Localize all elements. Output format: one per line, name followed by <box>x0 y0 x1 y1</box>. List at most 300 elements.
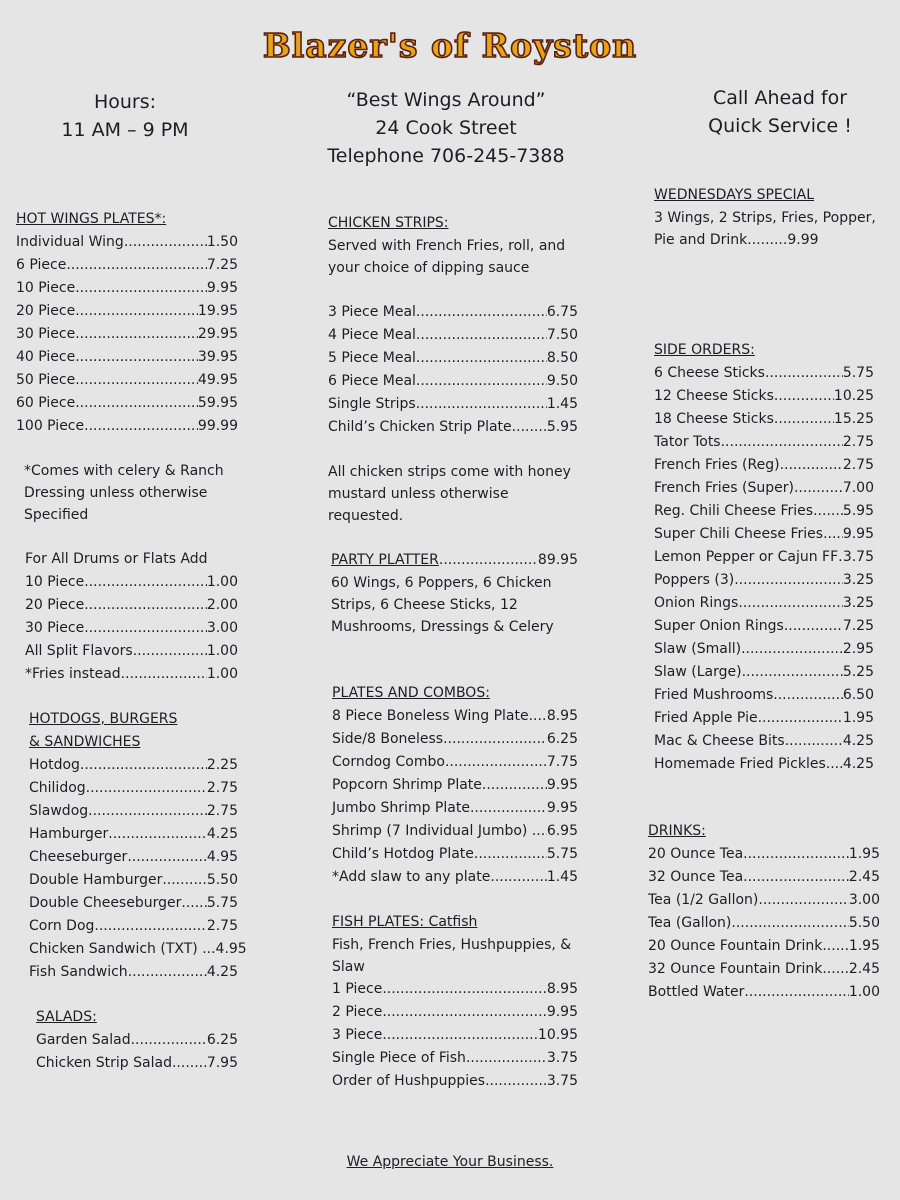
menu-item-row <box>332 866 578 889</box>
dot-leader <box>826 753 843 776</box>
dot-leader <box>485 1070 547 1093</box>
item-name: Individual Wing <box>16 234 124 250</box>
dot-leader <box>744 981 848 1004</box>
drums-flats-heading: For All Drums or Flats Add <box>25 551 208 567</box>
menu-item-row <box>332 774 578 797</box>
item-name: 20 Ounce Fountain Drink <box>648 938 823 954</box>
menu-item-row <box>29 754 238 777</box>
note-line: *Comes with celery & Ranch <box>24 463 224 479</box>
item-name: French Fries (Reg) <box>654 457 780 473</box>
item-price: 29.95 <box>197 326 238 342</box>
dot-leader <box>774 408 834 431</box>
menu-item-row <box>654 569 874 592</box>
item-price: 3.75 <box>842 549 874 565</box>
item-price: 3.00 <box>848 892 880 908</box>
item-name: 60 Piece <box>16 395 76 411</box>
item-name: Child’s Chicken Strip Plate <box>328 419 512 435</box>
menu-item-row <box>654 523 874 546</box>
menu-item-row <box>29 846 238 869</box>
item-price: 2.00 <box>206 597 238 613</box>
description-line: Slaw <box>332 959 365 975</box>
item-name: Fish Sandwich <box>29 964 128 980</box>
dot-leader <box>75 346 198 369</box>
dot-leader <box>823 523 843 546</box>
dot-leader <box>416 324 547 347</box>
dot-leader <box>382 1001 547 1024</box>
menu-item-row <box>328 301 578 324</box>
item-price: 59.95 <box>197 395 238 411</box>
item-price: 5.75 <box>546 846 578 862</box>
item-price: 1.00 <box>848 984 880 1000</box>
item-name: Hamburger <box>29 826 109 842</box>
item-price: 7.50 <box>546 327 578 343</box>
menu-item-row <box>648 889 880 912</box>
dot-leader <box>758 889 848 912</box>
hot-wings-list <box>16 231 238 438</box>
dot-leader <box>470 797 547 820</box>
menu-item-row <box>36 1052 238 1075</box>
call-ahead-line1: Call Ahead for <box>712 87 848 109</box>
item-price: 10.25 <box>833 388 874 404</box>
description-line: 3 Wings, 2 Strips, Fries, Popper, <box>654 210 876 226</box>
dot-leader <box>743 843 849 866</box>
menu-item-row <box>29 869 238 892</box>
menu-item-row <box>332 705 578 728</box>
middle-column <box>328 212 578 1093</box>
item-price: 2.75 <box>842 457 874 473</box>
item-name: Order of Hushpuppies <box>332 1073 486 1089</box>
menu-item-row <box>648 958 880 981</box>
item-price: 4.95 <box>215 941 247 957</box>
dot-leader <box>80 754 207 777</box>
item-price: 1.00 <box>206 574 238 590</box>
menu-item-row <box>29 800 238 823</box>
item-price: 9.95 <box>546 777 578 793</box>
item-price: 5.75 <box>206 895 238 911</box>
left-column <box>16 208 247 1075</box>
menu-item-row <box>332 1024 578 1047</box>
item-name: Super Onion Rings <box>654 618 784 634</box>
note-line: Specified <box>24 507 89 523</box>
dot-leader <box>512 416 547 439</box>
note-line: mustard unless otherwise <box>328 486 509 502</box>
menu-item-row <box>654 408 874 431</box>
item-price: 9.95 <box>546 800 578 816</box>
item-name: *Fries instead <box>25 666 121 682</box>
item-price: 3.25 <box>842 595 874 611</box>
item-price: 1.00 <box>206 666 238 682</box>
menu-item-row <box>29 892 238 915</box>
item-name: Slaw (Small) <box>654 641 742 657</box>
item-price: 5.50 <box>206 872 238 888</box>
menu-item-row <box>332 978 578 1001</box>
hot-wings-note <box>16 460 238 526</box>
item-name: Shrimp (7 Individual Jumbo) ... <box>332 823 546 839</box>
dot-leader <box>742 661 843 684</box>
item-price: 2.75 <box>206 803 238 819</box>
item-name: 8 Piece Boneless Wing Plate <box>332 708 529 724</box>
description-line: Fish, French Fries, Hushpuppies, & <box>332 937 572 953</box>
note-line: Dressing unless otherwise <box>24 485 208 501</box>
item-name: Side/8 Boneless <box>332 731 444 747</box>
dot-leader <box>108 823 207 846</box>
dot-leader <box>88 800 207 823</box>
description-line: Mushrooms, Dressings & Celery <box>331 619 554 635</box>
menu-item-row <box>328 324 578 347</box>
item-price: 4.25 <box>842 756 874 772</box>
item-name: 6 Piece Meal <box>328 373 416 389</box>
menu-item-row <box>648 935 880 958</box>
menu-item-row <box>328 416 578 439</box>
item-price: 2.45 <box>848 961 880 977</box>
dot-leader <box>124 231 207 254</box>
menu-item-row <box>25 663 238 686</box>
menu-item-row <box>654 592 874 615</box>
dot-leader <box>172 1052 207 1075</box>
hours-block <box>40 88 210 144</box>
item-name: Garden Salad <box>36 1032 131 1048</box>
dot-leader <box>382 978 547 1001</box>
menu-item-row <box>654 615 874 638</box>
item-name: Single Strips <box>328 396 416 412</box>
menu-item-row <box>654 500 874 523</box>
menu-item-row <box>16 415 238 438</box>
item-name: Child’s Hotdog Plate <box>332 846 474 862</box>
menu-item-row <box>654 730 874 753</box>
menu-item-row <box>654 362 874 385</box>
item-name: 20 Ounce Tea <box>648 846 744 862</box>
menu-item-row <box>654 546 874 569</box>
item-name: Double Cheeseburger <box>29 895 182 911</box>
item-price: 49.95 <box>197 372 238 388</box>
item-price: 8.95 <box>546 981 578 997</box>
hotdogs-heading-2: & SANDWICHES <box>29 734 141 750</box>
dot-leader <box>731 912 848 935</box>
item-price: 2.25 <box>206 757 238 773</box>
item-price: 7.25 <box>206 257 238 273</box>
dot-leader <box>416 347 547 370</box>
menu-item-row <box>332 1047 578 1070</box>
item-name: 12 Cheese Sticks <box>654 388 774 404</box>
item-name: Chicken Strip Salad <box>36 1055 172 1071</box>
item-price: 7.00 <box>842 480 874 496</box>
item-name: Slaw (Large) <box>654 664 742 680</box>
item-price: 2.95 <box>842 641 874 657</box>
dot-leader <box>774 385 834 408</box>
drinks-heading: DRINKS: <box>648 823 706 839</box>
item-name: Single Piece of Fish <box>332 1050 466 1066</box>
dot-leader <box>75 323 198 346</box>
description-line: Strips, 6 Cheese Sticks, 12 <box>331 597 518 613</box>
menu-item-row <box>25 571 238 594</box>
item-price: 2.75 <box>206 918 238 934</box>
dot-leader <box>443 728 547 751</box>
dot-leader <box>785 730 843 753</box>
item-name: 6 Piece <box>16 257 67 273</box>
drums-flats-list <box>16 571 238 686</box>
item-name: 18 Cheese Sticks <box>654 411 774 427</box>
menu-item-row <box>16 277 238 300</box>
item-name: 1 Piece <box>332 981 383 997</box>
item-price: 9.50 <box>546 373 578 389</box>
plates-combos-heading: PLATES AND COMBOS: <box>332 685 490 701</box>
item-name: Slawdog <box>29 803 89 819</box>
fish-plates-description <box>332 934 578 978</box>
hot-wings-heading: HOT WINGS PLATES*: <box>16 211 167 227</box>
dot-leader <box>741 638 843 661</box>
item-name: 40 Piece <box>16 349 76 365</box>
right-column <box>648 184 888 1004</box>
menu-item-row <box>16 392 238 415</box>
item-price: 6.25 <box>206 1032 238 1048</box>
dot-leader <box>84 415 198 438</box>
dot-leader <box>466 1047 547 1070</box>
call-ahead-block <box>690 84 870 140</box>
menu-item-row <box>332 820 578 843</box>
party-platter-row <box>328 549 578 572</box>
item-name: Corn Dog <box>29 918 95 934</box>
item-name: Cheeseburger <box>29 849 128 865</box>
call-ahead-line2: Quick Service ! <box>708 115 852 137</box>
item-price: 1.00 <box>206 643 238 659</box>
item-price: 1.95 <box>842 710 874 726</box>
chicken-strips-list <box>328 301 578 439</box>
item-price: 7.75 <box>546 754 578 770</box>
menu-item-row <box>648 912 880 935</box>
item-price: 15.25 <box>833 411 874 427</box>
menu-item-row <box>29 823 238 846</box>
item-price: 7.95 <box>206 1055 238 1071</box>
item-price: 19.95 <box>197 303 238 319</box>
slogan: “Best Wings Around” <box>346 89 546 111</box>
item-price: 4.95 <box>206 849 238 865</box>
item-price: 6.95 <box>546 823 578 839</box>
item-name: All Split Flavors <box>25 643 133 659</box>
item-name: 6 Cheese Sticks <box>654 365 765 381</box>
dot-leader <box>75 392 198 415</box>
menu-item-row <box>332 1070 578 1093</box>
menu-item-row <box>648 866 880 889</box>
dot-leader <box>84 617 207 640</box>
item-name: 30 Piece <box>16 326 76 342</box>
menu-item-row <box>654 684 874 707</box>
phone: Telephone 706-245-7388 <box>327 145 565 167</box>
item-name: 32 Ounce Fountain Drink <box>648 961 823 977</box>
note-line: All chicken strips come with honey <box>328 464 571 480</box>
dot-leader <box>813 500 843 523</box>
salads-list <box>29 1029 238 1075</box>
dot-leader <box>490 866 546 889</box>
dot-leader <box>416 393 547 416</box>
item-name: Reg. Chili Cheese Fries <box>654 503 814 519</box>
item-price: 9.95 <box>206 280 238 296</box>
item-name: 50 Piece <box>16 372 76 388</box>
dot-leader <box>131 1029 207 1052</box>
party-platter-description <box>328 572 578 638</box>
item-name: Bottled Water <box>648 984 745 1000</box>
item-name: Hotdog <box>29 757 80 773</box>
item-name: Corndog Combo <box>332 754 445 770</box>
menu-item-row <box>654 638 874 661</box>
dot-leader <box>133 640 207 663</box>
dot-leader <box>529 705 547 728</box>
dot-leader <box>765 362 843 385</box>
item-price: 7.25 <box>842 618 874 634</box>
dot-leader <box>127 846 207 869</box>
dot-leader <box>75 369 198 392</box>
item-name: Onion Rings <box>654 595 739 611</box>
footer-thanks: We Appreciate Your Business. <box>346 1154 554 1170</box>
item-price: 4.25 <box>842 733 874 749</box>
item-price: 3.75 <box>546 1050 578 1066</box>
menu-item-row <box>16 254 238 277</box>
dot-leader <box>181 892 206 915</box>
item-price: 6.25 <box>546 731 578 747</box>
dot-leader <box>758 707 843 730</box>
item-price: 6.75 <box>546 304 578 320</box>
item-name: Chilidog <box>29 780 86 796</box>
dot-leader <box>382 1024 538 1047</box>
dot-leader <box>822 958 848 981</box>
item-price: 3.25 <box>842 572 874 588</box>
dot-leader <box>128 961 207 984</box>
item-name: Mac & Cheese Bits <box>654 733 785 749</box>
item-name: Tea (1/2 Gallon) <box>648 892 759 908</box>
dot-leader <box>416 370 547 393</box>
item-name: Poppers (3) <box>654 572 735 588</box>
dot-leader <box>773 684 843 707</box>
item-name: 5 Piece Meal <box>328 350 416 366</box>
item-price: 5.25 <box>842 664 874 680</box>
menu-item-row <box>332 1001 578 1024</box>
contact-block <box>296 86 596 170</box>
item-name: Double Hamburger <box>29 872 163 888</box>
wednesday-heading: WEDNESDAYS SPECIAL <box>654 187 815 203</box>
item-name: *Add slaw to any plate <box>332 869 491 885</box>
plates-combos-list <box>332 705 578 889</box>
item-name: Tator Tots <box>654 434 721 450</box>
hotdogs-list <box>29 754 247 984</box>
item-name: 3 Piece <box>332 1027 383 1043</box>
item-name: 20 Piece <box>16 303 76 319</box>
menu-item-row <box>16 369 238 392</box>
dot-leader <box>121 663 207 686</box>
menu-item-row <box>648 843 880 866</box>
item-price: 1.95 <box>848 846 880 862</box>
description-line: Pie and Drink.........9.99 <box>654 232 819 248</box>
menu-item-row <box>332 751 578 774</box>
menu-item-row <box>16 323 238 346</box>
dot-leader <box>162 869 207 892</box>
menu-item-row <box>328 393 578 416</box>
item-name: Homemade Fried Pickles <box>654 756 826 772</box>
hours-label: Hours: <box>93 91 157 113</box>
menu-item-row <box>654 707 874 730</box>
item-name: 30 Piece <box>25 620 85 636</box>
menu-item-row <box>648 981 880 1004</box>
item-price: 5.95 <box>546 419 578 435</box>
item-name: Jumbo Shrimp Plate <box>332 800 470 816</box>
item-price: 1.45 <box>546 396 578 412</box>
restaurant-title: Blazer's of Royston <box>262 26 638 65</box>
item-name: 4 Piece Meal <box>328 327 416 343</box>
note-line: requested. <box>328 508 404 524</box>
menu-item-row <box>654 431 874 454</box>
item-price: 3.00 <box>206 620 238 636</box>
item-price: 2.45 <box>848 869 880 885</box>
menu-item-row <box>654 753 874 776</box>
menu-item-row <box>332 728 578 751</box>
dot-leader <box>822 935 848 958</box>
item-price: 1.45 <box>546 869 578 885</box>
menu-item-row <box>29 938 247 961</box>
item-name: Super Chili Cheese Fries <box>654 526 824 542</box>
item-price: 3.75 <box>546 1073 578 1089</box>
wednesday-description <box>654 207 888 251</box>
chicken-strips-description <box>328 235 578 279</box>
item-name: Fried Mushrooms <box>654 687 774 703</box>
menu-item-row <box>332 843 578 866</box>
menu-item-row <box>654 477 874 500</box>
item-price: 9.95 <box>546 1004 578 1020</box>
side-orders-heading: SIDE ORDERS: <box>654 342 755 358</box>
dot-leader <box>84 571 207 594</box>
dot-leader <box>474 843 547 866</box>
item-price: 99.99 <box>197 418 238 434</box>
dot-leader <box>416 301 547 324</box>
item-price: 8.95 <box>546 708 578 724</box>
description-line: Served with French Fries, roll, and <box>328 238 566 254</box>
item-price: 6.50 <box>842 687 874 703</box>
item-name: 2 Piece <box>332 1004 383 1020</box>
description-line: 60 Wings, 6 Poppers, 6 Chicken <box>331 575 552 591</box>
dot-leader <box>738 592 842 615</box>
menu-item-row <box>29 915 238 938</box>
menu-item-row <box>36 1029 238 1052</box>
menu-item-row <box>328 347 578 370</box>
dot-leader <box>780 454 843 477</box>
menu-item-row <box>654 454 874 477</box>
item-name: Fried Apple Pie <box>654 710 758 726</box>
menu-item-row <box>654 661 874 684</box>
dot-leader <box>66 254 207 277</box>
item-price: 5.50 <box>848 915 880 931</box>
chicken-strips-heading: CHICKEN STRIPS: <box>328 215 449 231</box>
item-name: 100 Piece <box>16 418 85 434</box>
item-name: 32 Ounce Tea <box>648 869 744 885</box>
menu-item-row <box>328 370 578 393</box>
item-price: 2.75 <box>842 434 874 450</box>
item-price: 1.50 <box>206 234 238 250</box>
item-name: Chicken Sandwich (TXT) ... <box>29 941 216 957</box>
item-name: 10 Piece <box>25 574 85 590</box>
dot-leader <box>482 774 547 797</box>
menu-item-row <box>654 385 874 408</box>
item-price: 39.95 <box>197 349 238 365</box>
menu-item-row <box>25 617 238 640</box>
item-name: Popcorn Shrimp Plate <box>332 777 482 793</box>
menu-item-row <box>25 640 238 663</box>
menu-item-row <box>16 346 238 369</box>
item-name: Lemon Pepper or Cajun FF <box>654 549 839 565</box>
item-price: 9.95 <box>842 526 874 542</box>
item-price: 2.75 <box>206 780 238 796</box>
item-price: 10.95 <box>537 1027 578 1043</box>
menu-item-row <box>332 797 578 820</box>
hours-value: 11 AM – 9 PM <box>61 119 189 141</box>
dot-leader <box>445 751 547 774</box>
side-orders-list <box>654 362 874 776</box>
